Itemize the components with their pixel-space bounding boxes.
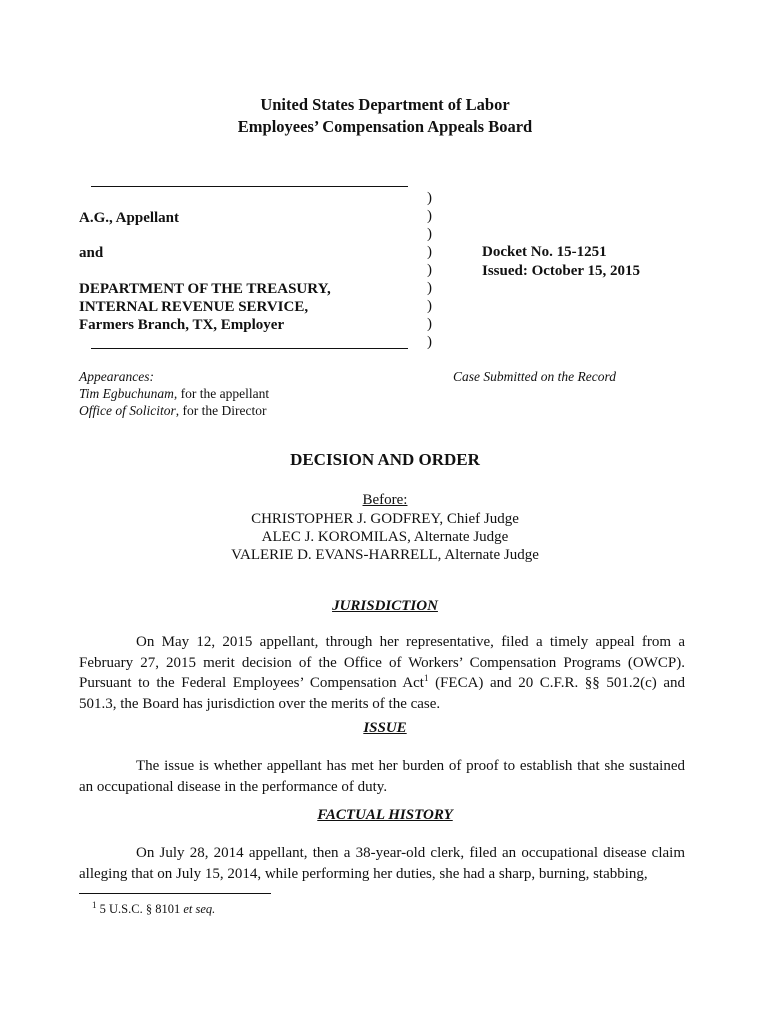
issue-paragraph [79, 756, 685, 797]
issue-heading: ISSUE [363, 720, 407, 736]
before-label: Before: [362, 492, 408, 508]
footnote-reference: 1 [423, 673, 429, 683]
caption-top-rule [91, 186, 408, 187]
director-rep-role: , for the Director [175, 403, 267, 418]
appearance-director [79, 402, 266, 419]
jurisdiction-paragraph [79, 632, 685, 714]
appearance-appellant [79, 385, 269, 402]
jurisdiction-text-b: (FECA) and 20 C.F.R. §§ 501.2(c) and 501.3, the Board has jurisdiction over the merits of the case. [79, 675, 685, 712]
docket-number: Docket No. 15-1251 [482, 244, 607, 260]
caption-paren: ) [427, 190, 432, 206]
caption-paren: ) [427, 208, 432, 224]
issued-date: Issued: October 15, 2015 [482, 263, 641, 279]
director-rep-name: Office of Solicitor [79, 403, 176, 418]
factual-history-heading: FACTUAL HISTORY [317, 807, 453, 823]
caption-employer-line1: DEPARTMENT OF THE TREASURY, [79, 281, 331, 297]
jurisdiction-text-a: On May 12, 2015 appellant, through her representative, filed a timely appeal from a February 27, 2015 merit decision of the Office of Workers’ Compensation Programs (OWCP). Pursuant to the Federal Employees’ Compensation Act [79, 634, 685, 691]
caption-employer-line2: INTERNAL REVENUE SERVICE, [79, 299, 309, 315]
caption-paren: ) [427, 298, 432, 314]
caption-paren: ) [427, 226, 432, 242]
judge-2: ALEC J. KOROMILAS, Alternate Judge [261, 529, 509, 545]
issue-text: The issue is whether appellant has met her burden of proof to establish that she sustained an occupational disease in the performance of duty. [79, 758, 685, 795]
caption-paren: ) [427, 244, 432, 260]
caption-paren: ) [427, 334, 432, 350]
case-submitted: Case Submitted on the Record [453, 369, 616, 384]
agency-title: United States Department of Labor [260, 95, 510, 114]
factual-history-text: On July 28, 2014 appellant, then a 38-year-old clerk, filed an occupational disease claim alleging that on July 15, 2014, while performing her duties, she had a sharp, burning, stabbing, [79, 845, 685, 882]
judge-3: VALERIE D. EVANS-HARRELL, Alternate Judge [231, 547, 539, 563]
judge-1: CHRISTOPHER J. GODFREY, Chief Judge [251, 511, 519, 527]
footnote-mark: 1 [92, 899, 97, 910]
board-title: Employees’ Compensation Appeals Board [237, 117, 533, 136]
footnote-et-seq: et seq. [183, 902, 216, 916]
caption-paren: ) [427, 316, 432, 332]
appearances-label: Appearances: [79, 369, 154, 384]
caption-paren: ) [427, 280, 432, 296]
appellant-rep-role: for the appellant [177, 386, 270, 401]
caption-appellant: A.G., Appellant [79, 210, 180, 226]
jurisdiction-heading: JURISDICTION [332, 598, 438, 614]
footnote-1 [92, 899, 216, 917]
appellant-rep-name: Tim Egbuchunam, [79, 386, 178, 401]
caption-employer-line3: Farmers Branch, TX, Employer [79, 317, 285, 333]
caption-paren: ) [427, 262, 432, 278]
footnote-text: 5 U.S.C. § 8101 [96, 902, 184, 916]
decision-title: DECISION AND ORDER [290, 450, 480, 469]
caption-and: and [79, 245, 104, 261]
footnote-rule [79, 893, 271, 894]
factual-history-paragraph [79, 843, 685, 884]
caption-bottom-rule [91, 348, 408, 349]
